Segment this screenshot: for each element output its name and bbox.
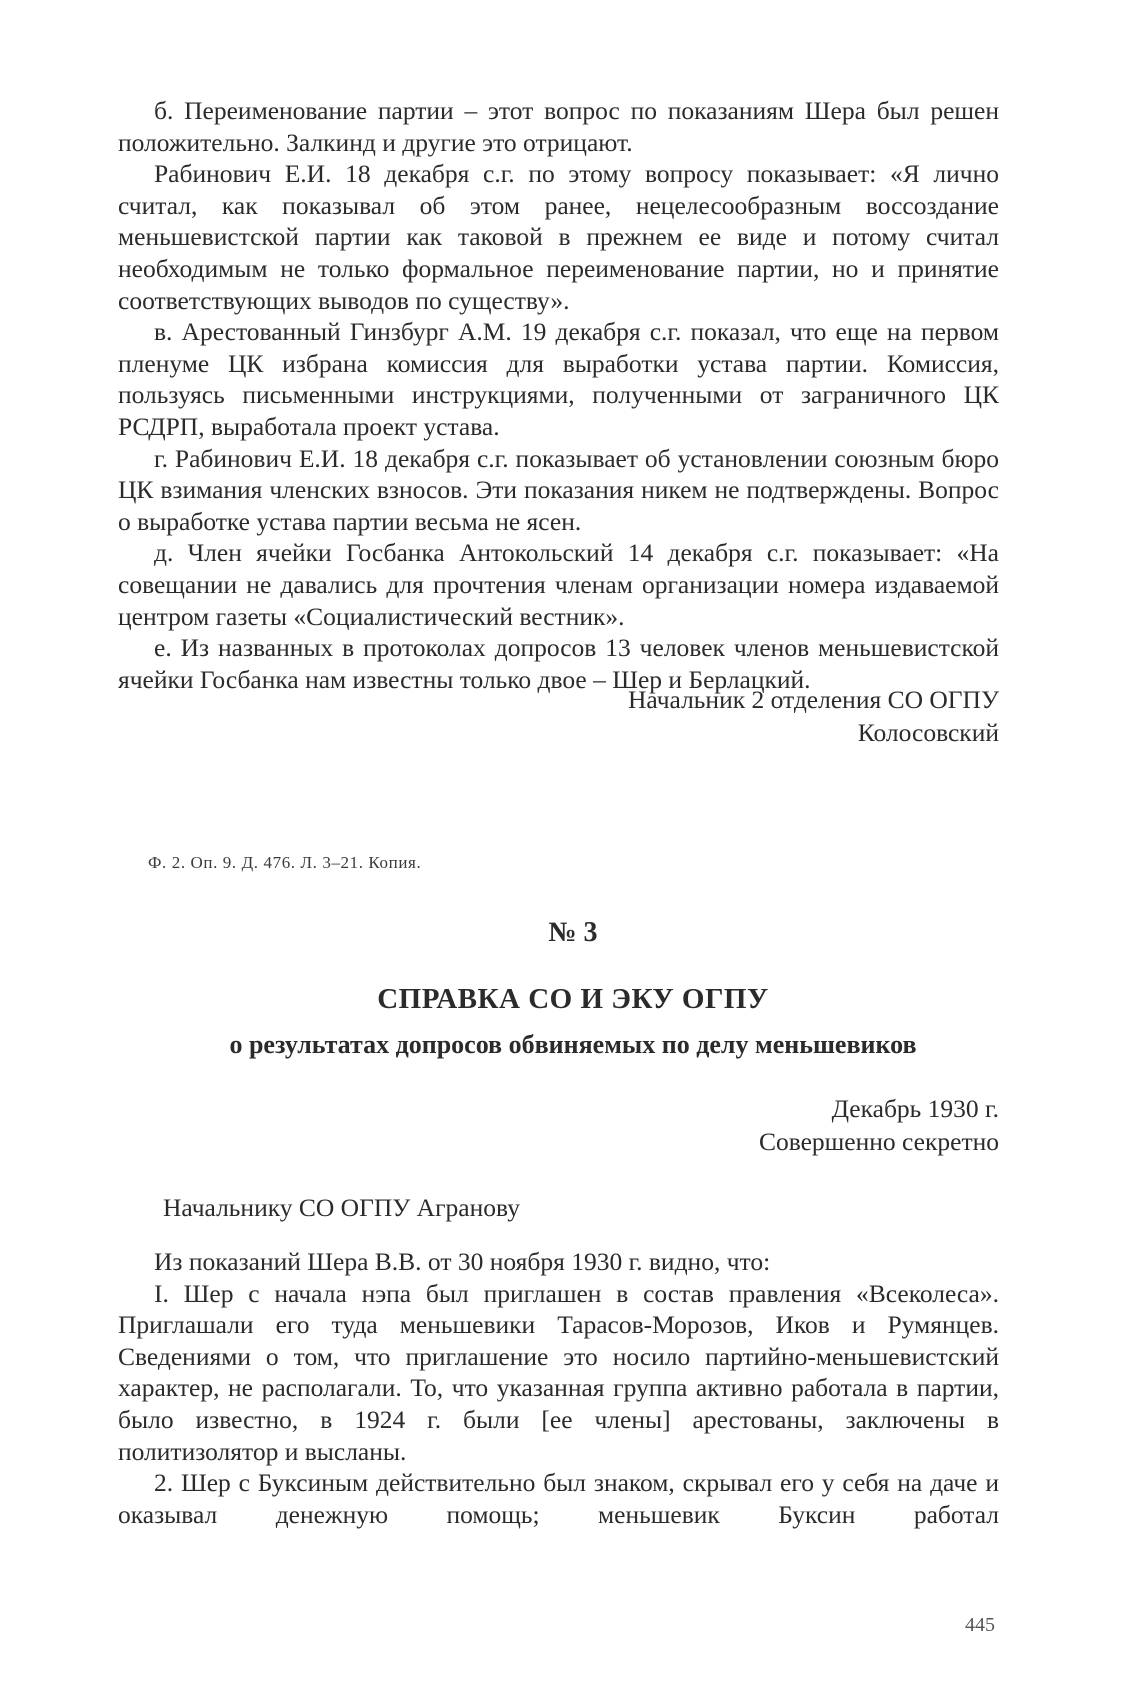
- document-title: СПРАВКА СО И ЭКУ ОГПУ: [377, 983, 769, 1015]
- paragraph-intro: Из показаний Шера В.В. от 30 ноября 1930 г. видно, что:: [154, 1247, 771, 1276]
- paragraph-e: е. Из названных в протоколах допросов 13 человек членов меньшевистской ячейки Госбанка нам известны только двое – Шер и Берлацкий.: [118, 633, 999, 694]
- paragraph-2: 2. Шер с Буксиным действительно был знаком, скрывал его у себя на даче и оказывал денежную помощь; меньшевик Буксин работал: [118, 1468, 999, 1529]
- body-text-section-1: [118, 95, 999, 695]
- paragraph-rabinovich: Рабинович Е.И. 18 декабря с.г. по этому вопросу показывает: «Я лично считал, как показывал об этом ранее, нецелесообразным воссоздание меньшевистской партии как таковой в прежнем ее виде и потому считал необходимым не только формальное переименование партии, но и принятие соответствующих выводов по существу».: [118, 159, 999, 315]
- document-meta: [759, 1092, 999, 1158]
- signature-block: [628, 683, 999, 749]
- paragraph-g: г. Рабинович Е.И. 18 декабря с.г. показывает об установлении союзным бюро ЦК взимания членских взносов. Эти показания никем не подтверждены. Вопрос о выработке устава партии весьма не ясен.: [118, 443, 999, 536]
- signature-name: Колосовский: [857, 718, 999, 747]
- document-subtitle: о результатах допросов обвиняемых по делу меньшевиков: [229, 1030, 917, 1059]
- paragraph-v: в. Арестованный Гинзбург А.М. 19 декабря с.г. показал, что еще на первом пленуме ЦК избрана комиссия для выработки устава партии. Комиссия, пользуясь письменными инструкциями, полученными от заграничного ЦК РСДРП, выработала проект устава.: [118, 317, 999, 441]
- document-number: № 3: [548, 917, 598, 948]
- document-addressee: Начальнику СО ОГПУ Агранову: [163, 1193, 520, 1222]
- archive-source-note: Ф. 2. Оп. 9. Д. 476. Л. 3–21. Копия.: [148, 853, 422, 872]
- paragraph-1: I. Шер с начала нэпа был приглашен в состав правления «Всеколеса». Приглашали его туда меньшевики Тарасов-Морозов, Иков и Румянцев. Сведениями о том, что приглашение это носило партийно-меньшевистский характер, не располагали. То, что указанная группа активно работала в партии, было известно, в 1924 г. были [ее члены] арестованы, заключены в политизолятор и высланы.: [118, 1278, 999, 1466]
- paragraph-d: д. Член ячейки Госбанка Антокольский 14 декабря с.г. показывает: «На совещании не давались для прочтения членам организации номера издаваемой центром газеты «Социалистический вестник».: [118, 538, 999, 631]
- signature-position: Начальник 2 отделения СО ОГПУ: [628, 685, 999, 714]
- body-text-section-2: [118, 1246, 999, 1530]
- document-date: Декабрь 1930 г.: [831, 1094, 999, 1123]
- page-number: 445: [965, 1614, 995, 1636]
- paragraph-b: б. Переименование партии – этот вопрос по показаниям Шера был решен положительно. Залкинд и другие это отрицают.: [118, 96, 999, 157]
- document-classification: Совершенно секретно: [758, 1127, 999, 1156]
